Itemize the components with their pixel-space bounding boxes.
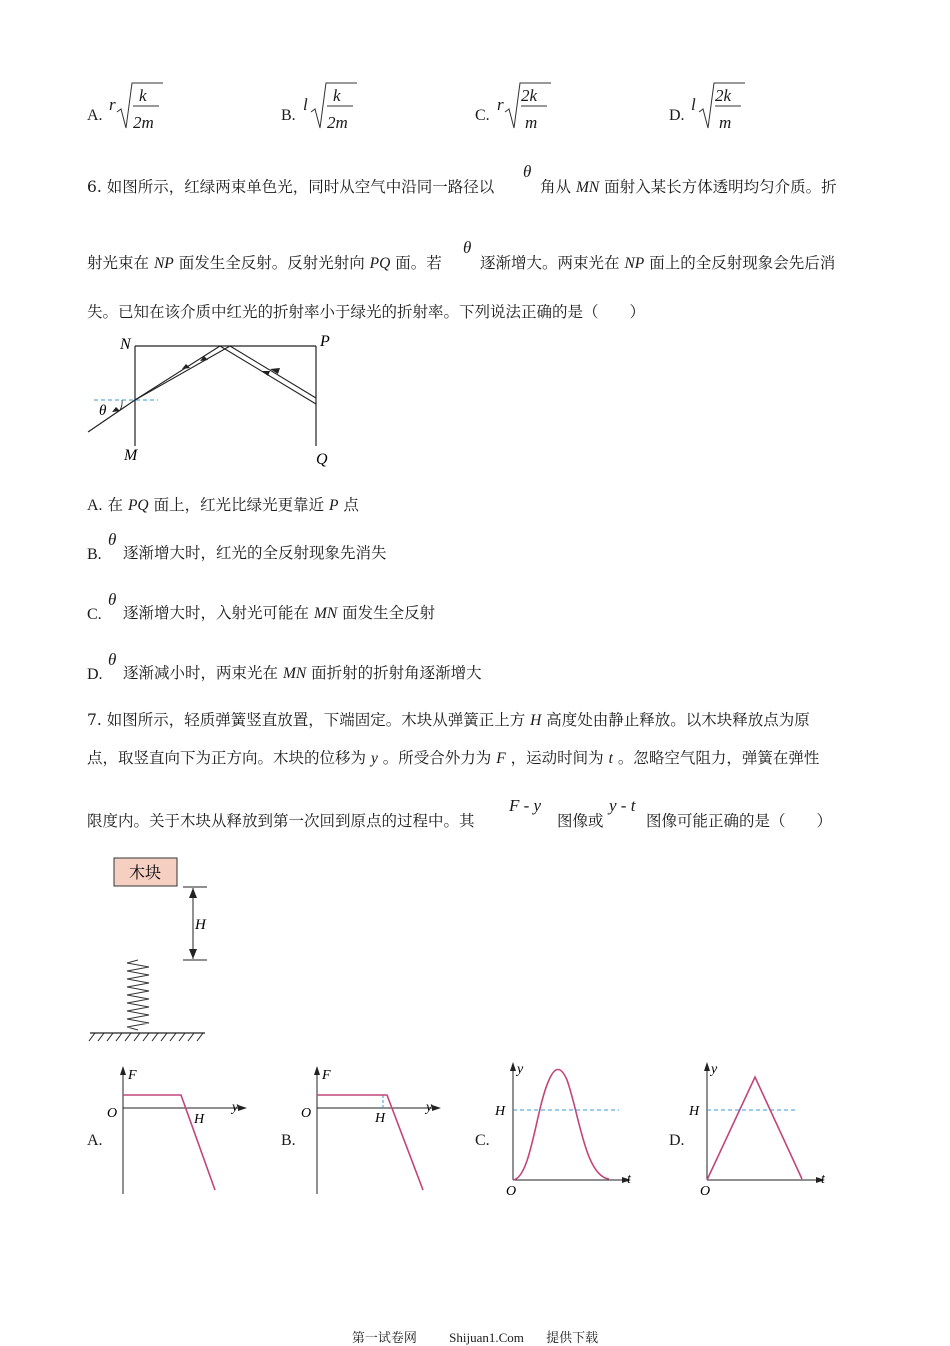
page-footer — [0, 1327, 950, 1346]
np-label: NP — [624, 255, 645, 272]
mark-label: H — [495, 1104, 506, 1119]
q6-option-b — [123, 546, 387, 562]
np-label: NP — [153, 255, 174, 272]
f-label: F — [496, 750, 506, 767]
numerator: k — [333, 86, 341, 105]
mn-label: MN — [575, 179, 600, 196]
p-label: P — [329, 497, 339, 514]
numerator: k — [139, 86, 147, 105]
y-label: y — [370, 750, 378, 767]
q6-line-1b — [540, 180, 837, 196]
vaxis-label: F — [322, 1068, 331, 1083]
y-t-curve — [707, 1077, 802, 1180]
haxis-label: y — [232, 1100, 239, 1115]
option-letter: A. — [87, 1132, 103, 1149]
graph-svg — [295, 1060, 445, 1200]
text: 射光束在 — [87, 254, 150, 272]
q5-option-c — [475, 80, 565, 134]
label-m: M — [124, 447, 138, 464]
text: ，运动时间为 — [510, 749, 604, 767]
text: 。所受合外力为 — [382, 749, 492, 767]
pq-label: PQ — [369, 255, 391, 272]
theta-symbol: θ — [108, 650, 117, 669]
q6-option-d — [123, 666, 482, 682]
text: 面发生全反射 — [342, 604, 436, 622]
text: 点，取竖直向下为正方向。木块的位移为 — [87, 749, 367, 767]
option-letter: A. — [87, 107, 103, 124]
q6-option-a — [87, 498, 359, 514]
denominator: m — [525, 113, 538, 132]
q6-figure — [80, 328, 340, 476]
graph-svg — [491, 1058, 641, 1200]
numerator: 2k — [521, 86, 538, 105]
text: 图像可能正确的是（ ） — [646, 812, 833, 830]
footer-action: 提供下载 — [546, 1331, 599, 1346]
f-y-curve — [123, 1095, 215, 1190]
text: 限度内。关于木块从释放到第一次回到原点的过程中。其 — [87, 812, 475, 830]
coefficient: r — [109, 95, 116, 114]
text: 面。若 — [395, 254, 442, 272]
theta-symbol: θ — [108, 590, 117, 609]
label-p: P — [320, 333, 330, 350]
text: 逐渐减小时，两束光在 — [123, 664, 279, 682]
q7-graph-a — [87, 1060, 257, 1200]
theta-symbol: θ — [108, 530, 117, 549]
mark-label: H — [689, 1104, 700, 1119]
text: 7. 如图所示，轻质弹簧竖直放置，下端固定。木块从弹簧正上方 — [87, 711, 526, 729]
haxis-label: y — [426, 1100, 433, 1115]
theta-symbol: θ — [463, 238, 472, 257]
coefficient: l — [303, 95, 308, 114]
q5-option-a — [87, 80, 177, 134]
numerator: 2k — [715, 86, 732, 105]
theta-symbol: θ — [523, 162, 532, 181]
text: 失。已知在该介质中红光的折射率小于绿光的折射率。下列说法正确的是（ ） — [87, 303, 646, 321]
vaxis-label: F — [128, 1068, 137, 1083]
f-y-curve — [317, 1095, 423, 1190]
q7-spring-figure — [85, 852, 215, 1044]
pq-label: PQ — [127, 497, 149, 514]
q5-option-b — [281, 80, 371, 134]
q7-graph-c — [475, 1058, 645, 1200]
text: 在 — [107, 496, 124, 514]
coefficient: r — [497, 95, 504, 114]
haxis-label: t — [821, 1172, 825, 1187]
mark-label: H — [375, 1111, 386, 1126]
q7-line-3 — [87, 814, 475, 830]
label-n: N — [120, 336, 131, 353]
denominator: 2m — [327, 113, 348, 132]
y-t-curve — [513, 1070, 609, 1181]
text: 面发生全反射。反射光射向 — [178, 254, 365, 272]
q7-line-3b — [557, 814, 604, 830]
q6-option-c — [123, 606, 435, 622]
footer-site-cn: 第一试卷网 — [351, 1331, 417, 1346]
q6-line-2 — [87, 256, 442, 272]
origin-label: O — [506, 1184, 517, 1199]
ground-hatch — [89, 1033, 203, 1041]
q7-graph-d — [669, 1058, 839, 1200]
origin-label: O — [700, 1184, 711, 1199]
text: 角从 — [540, 178, 572, 196]
option-letter: A. — [87, 497, 103, 514]
option-letter: C. — [475, 107, 490, 124]
coefficient: l — [691, 95, 696, 114]
text: 面折射的折射角逐渐增大 — [311, 664, 482, 682]
option-letter: D. — [669, 1132, 685, 1149]
vaxis-label: y — [517, 1062, 524, 1077]
label-q: Q — [316, 451, 328, 468]
block-label: 木块 — [128, 865, 162, 882]
denominator: 2m — [133, 113, 154, 132]
fy-expression: F - y — [509, 796, 542, 815]
text: 面上，红光比绿光更靠近 — [153, 496, 325, 514]
graph-svg — [101, 1060, 251, 1200]
text: 面上的全反射现象会先后消 — [649, 254, 836, 272]
text: 逐渐增大时，入射光可能在 — [123, 604, 310, 622]
spring — [127, 960, 149, 1030]
yt-expression: y - t — [609, 796, 636, 815]
text: 6. 如图所示，红绿两束单色光，同时从空气中沿同一路径以 — [87, 178, 495, 196]
footer-site-en: Shijuan1.Com — [449, 1330, 524, 1345]
option-letter: D. — [669, 107, 685, 124]
graph-svg — [685, 1058, 835, 1200]
q6-line-1 — [87, 180, 494, 196]
mn-label: MN — [282, 665, 307, 682]
text: 面射入某长方体透明均匀介质。折 — [604, 178, 837, 196]
q7-line-2 — [87, 751, 819, 767]
option-letter: C. — [87, 606, 102, 623]
mark-label: H — [194, 1112, 205, 1127]
text: 点 — [343, 496, 359, 514]
origin-label: O — [301, 1106, 312, 1121]
q5-option-d — [669, 80, 759, 134]
q6-line-2b — [480, 256, 835, 272]
label-theta: θ — [99, 403, 107, 419]
text: 。忽略空气阻力，弹簧在弹性 — [617, 749, 820, 767]
mn-label: MN — [313, 605, 338, 622]
q7-line-1 — [87, 713, 810, 729]
haxis-label: t — [627, 1172, 631, 1187]
text: 高度处由静止释放。以木块释放点为原 — [546, 711, 810, 729]
t-label: t — [608, 750, 613, 767]
text: 逐渐增大时，红光的全反射现象先消失 — [123, 544, 387, 562]
option-letter: B. — [281, 107, 296, 124]
q7-graph-b — [281, 1060, 451, 1200]
vaxis-label: y — [711, 1062, 718, 1077]
text: 逐渐增大。两束光在 — [480, 254, 620, 272]
option-letter: C. — [475, 1132, 490, 1149]
origin-label: O — [107, 1106, 118, 1121]
option-letter: B. — [281, 1132, 296, 1149]
option-letter: D. — [87, 666, 103, 683]
h-label: H — [195, 917, 206, 933]
text: 图像或 — [557, 812, 604, 830]
q7-line-3c — [646, 814, 832, 830]
option-letter: B. — [87, 546, 102, 563]
denominator: m — [719, 113, 732, 132]
h-label: H — [530, 712, 542, 729]
q6-line-3 — [87, 305, 645, 321]
